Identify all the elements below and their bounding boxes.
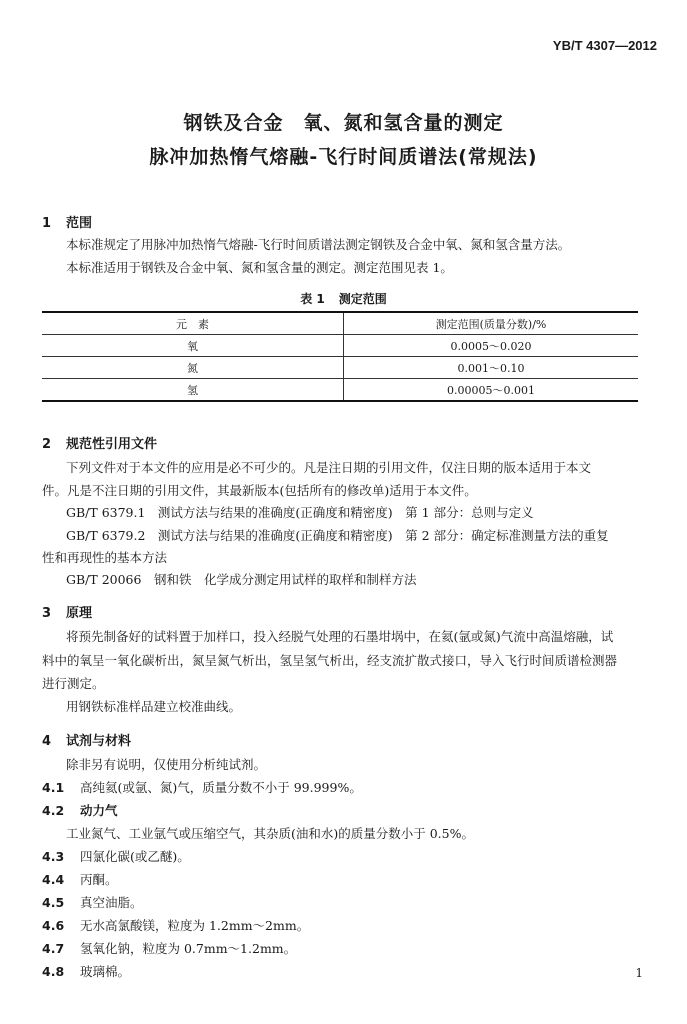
reference-gb-t-6379-2-continued: 性和再现性的基本方法: [42, 550, 168, 565]
table-header-element: 元 素: [42, 312, 344, 335]
item-number: 4.8: [42, 964, 65, 979]
item-text: 四氯化碳(或乙醚)。: [80, 849, 190, 864]
table-cell-range: 0.00005～0.001: [344, 379, 639, 402]
table-cell-range: 0.001～0.10: [344, 357, 639, 379]
document-title-line-1: 钢铁及合金 氧、氮和氢含量的测定: [183, 112, 504, 134]
item-number: 4.6: [42, 918, 65, 933]
table-cell-element: 氧: [42, 335, 344, 357]
table-1-caption: [0, 290, 687, 307]
item-text: 玻璃棉。: [80, 964, 131, 979]
section-4-heading: [42, 730, 131, 749]
section-2-paragraph-line-1: 下列文件对于本文件的应用是必不可少的。凡是注日期的引用文件，仅注日期的版本适用于本文: [66, 460, 592, 475]
table-header-range: 测定范围(质量分数)/%: [344, 312, 639, 335]
section-3-heading: [42, 602, 92, 621]
section-2-heading: [42, 433, 157, 452]
item-text: 氢氧化钠，粒度为 0.7mm～1.2mm。: [80, 941, 297, 956]
item-text: 动力气: [80, 803, 118, 818]
list-item: [42, 963, 130, 981]
section-3-paragraph-line-2: 料中的氧呈一氧化碳析出，氮呈氮气析出，氢呈氢气析出，经支流扩散式接口，导入飞行时间质谱检测器: [42, 653, 618, 668]
table-row: [42, 357, 638, 379]
section-1-paragraph-1: 本标准规定了用脉冲加热惰气熔融-飞行时间质谱法测定钢铁及合金中氧、氮和氢含量方法。: [66, 237, 571, 252]
section-3-paragraph-line-1: 将预先制备好的试料置于加样口，投入经脱气处理的石墨坩埚中，在氦(氩或氮)气流中高温熔融，试: [66, 629, 614, 644]
section-1-heading: [42, 212, 92, 231]
table-cell-element: 氮: [42, 357, 344, 379]
item-number: 4.1: [42, 780, 65, 795]
section-title: 范围: [66, 216, 93, 231]
item-number: 4.2: [42, 803, 65, 818]
item-text: 高纯氦(或氩、氮)气，质量分数不小于 99.999%。: [80, 780, 362, 795]
list-item: [42, 779, 362, 797]
section-2-paragraph-line-2: 件。凡是不注日期的引用文件，其最新版本(包括所有的修改单)适用于本文件。: [42, 483, 477, 498]
item-text: 无水高氯酸镁，粒度为 1.2mm～2mm。: [80, 918, 310, 933]
section-number: 1: [42, 216, 52, 231]
reference-gb-t-20066: GB/T 20066 钢和铁 化学成分测定用试样的取样和制样方法: [66, 572, 417, 587]
item-4-2-body: 工业氮气、工业氩气或压缩空气，其杂质(油和水)的质量分数小于 0.5%。: [66, 826, 474, 841]
list-item: [42, 848, 190, 866]
list-item: [42, 802, 118, 820]
item-number: 4.4: [42, 872, 65, 887]
section-number: 2: [42, 437, 52, 452]
document-title-line-2: 脉冲加热惰气熔融-飞行时间质谱法(常规法): [149, 146, 538, 168]
item-text: 真空油脂。: [80, 895, 143, 910]
item-text: 丙酮。: [80, 872, 118, 887]
section-4-intro: 除非另有说明，仅使用分析纯试剂。: [66, 757, 267, 772]
item-number: 4.5: [42, 895, 65, 910]
table-header-row: [42, 312, 638, 335]
section-title: 规范性引用文件: [66, 437, 158, 452]
standard-number: YB/T 4307—2012: [552, 38, 657, 53]
section-title: 试剂与材料: [66, 734, 132, 749]
list-item: [42, 894, 143, 912]
table-row: [42, 379, 638, 402]
list-item: [42, 917, 309, 935]
table-cell-element: 氢: [42, 379, 344, 402]
section-title: 原理: [66, 606, 93, 621]
table-row: [42, 335, 638, 357]
reference-gb-t-6379-2: GB/T 6379.2 测试方法与结果的准确度(正确度和精密度) 第 2 部分：确定标准测量方法的重复: [66, 528, 609, 543]
section-number: 3: [42, 606, 52, 621]
reference-gb-t-6379-1: GB/T 6379.1 测试方法与结果的准确度(正确度和精密度) 第 1 部分：总则与定义: [66, 505, 534, 520]
measurement-range-table: [42, 311, 638, 402]
section-3-paragraph-2: 用钢铁标准样品建立校准曲线。: [66, 699, 242, 714]
table-cell-range: 0.0005～0.020: [344, 335, 639, 357]
section-3-paragraph-line-3: 进行测定。: [42, 676, 105, 691]
table-caption-number: 表 1: [300, 292, 325, 306]
section-number: 4: [42, 734, 52, 749]
list-item: [42, 940, 296, 958]
item-number: 4.7: [42, 941, 65, 956]
section-1-paragraph-2: 本标准适用于钢铁及合金中氧、氮和氢含量的测定。测定范围见表 1。: [66, 260, 453, 275]
table-caption-title: 测定范围: [338, 292, 387, 306]
item-number: 4.3: [42, 849, 65, 864]
list-item: [42, 871, 118, 889]
page-number: 1: [635, 966, 643, 980]
